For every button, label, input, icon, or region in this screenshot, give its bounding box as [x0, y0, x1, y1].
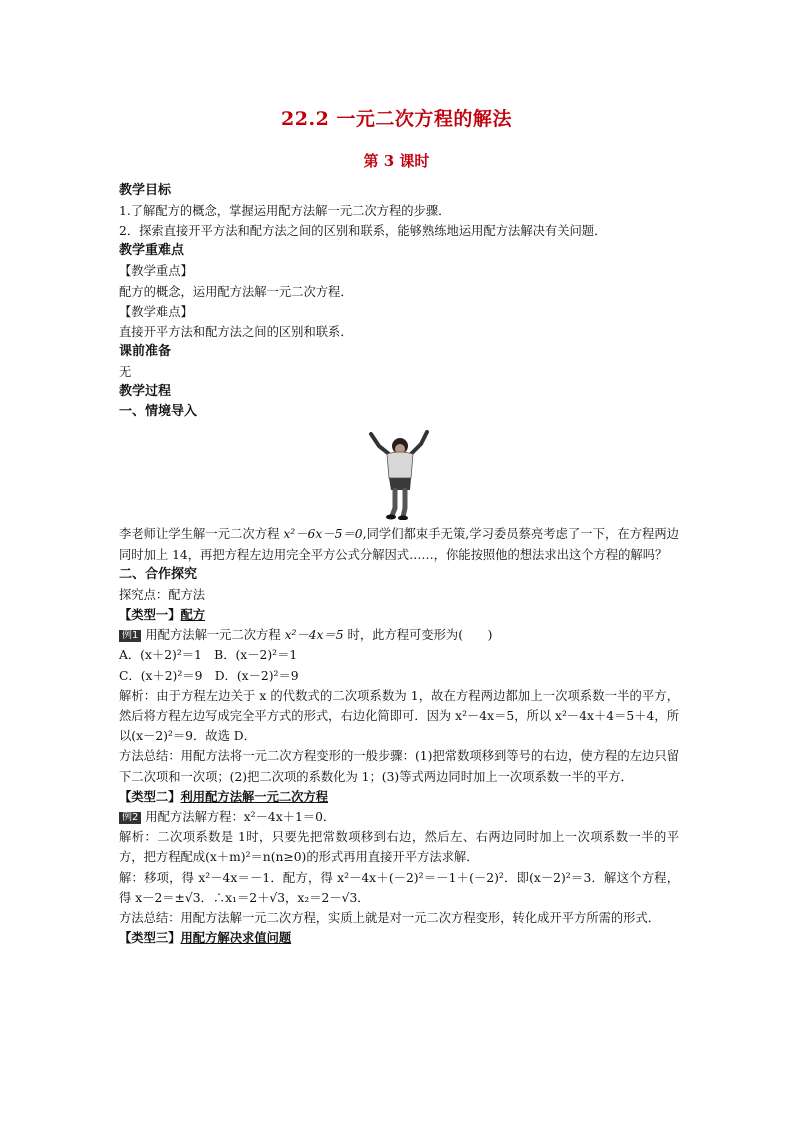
options-cd: C．(x＋2)²＝9 D．(x－2)²＝9: [119, 668, 299, 683]
focus-label: 【教学重点】: [119, 264, 193, 279]
keypoints-heading: 教学重难点: [119, 243, 185, 259]
difficulty-text: 直接开平方法和配方法之间的区别和联系．: [119, 325, 353, 340]
example-2: 例2 用配方法解方程：x²－4x＋1＝0．: [119, 807, 679, 827]
page-subtitle: 第 3 课时: [363, 152, 430, 170]
intro-figure: [119, 422, 679, 524]
difficulty-label: 【教学难点】: [119, 304, 193, 319]
analysis-1: 解析：由于方程左边关于 x 的代数式的二次项系数为 1，故在方程两边都加上一次项系数一半的平方，然后将方程左边写成完全平方式的形式，右边化简即可．因为 x²－4x＝5，所以 x²－4x＋4＝5＋4，所以(x－2)²＝9．故选 D．: [119, 688, 679, 744]
section-2-heading: 二、合作探究: [119, 566, 198, 582]
objectives-heading: 教学目标: [119, 183, 172, 198]
objective-item: 2．探索直接开平方法和配方法之间的区别和联系，能够熟练地运用配方法解决有关问题．: [119, 224, 607, 239]
summary-1: 方法总结：用配方法将一元二次方程变形的一般步骤：(1)把常数项移到等号的右边，使方程的左边只留下二次项和一次项；(2)把二次项的系数化为 1；(3)等式两边同时加上一次项系数一半的平方．: [119, 749, 679, 784]
analysis-2: 解析：二次项系数是 1时，只要先把常数项移到右边，然后左、右两边同时加上一次项系数一半的平方，把方程配成(x＋m)²＝n(n≥0)的形式再用直接开平方法求解．: [119, 830, 679, 865]
prep-text: 无: [119, 365, 132, 380]
focus-text: 配方的概念，运用配方法解一元二次方程．: [119, 284, 353, 299]
section-1-heading: 一、情境导入: [119, 404, 198, 420]
type3-heading: 【类型三】用配方解决求值问题: [119, 930, 292, 946]
document-body: [119, 181, 679, 948]
options-ab: A．(x＋2)²＝1 B．(x－2)²＝1: [119, 648, 298, 663]
objective-item: 1.了解配方的概念，掌握运用配方法解一元二次方程的步骤．: [119, 204, 451, 218]
prep-heading: 课前准备: [119, 344, 172, 360]
example-1: 例1 用配方法解一元二次方程 x²－4x＝5 时，此方程可变形为( ): [119, 625, 679, 645]
type2-heading: 【类型二】利用配方法解一元二次方程: [119, 788, 329, 804]
intro-paragraph: 李老师让学生解一元二次方程 x²－6x－5＝0,同学们都束手无策,学习委员蔡亮考虑了一下，在方程两边同时加上 14，再把方程左边用完全平方公式分解因式……，你能按照他的想法求出这个方程的解吗？: [119, 527, 679, 562]
example-tag: 例2: [119, 812, 141, 824]
example-tag: 例1: [119, 630, 141, 642]
jumping-child-image: [365, 428, 435, 520]
type1-heading: 【类型一】配方: [119, 607, 206, 623]
page-title: 22.2 一元二次方程的解法: [281, 108, 512, 130]
explore-point: 探究点：配方法: [119, 587, 206, 602]
process-heading: 教学过程: [119, 384, 172, 400]
solution-2: 解：移项，得 x²－4x＝－1．配方，得 x²－4x＋(－2)²＝－1＋(－2)²．即(x－2)²＝3．解这个方程，得 x－2＝±√3．∴x₁＝2＋√3，x₂＝2－√3．: [119, 870, 679, 905]
summary-2: 方法总结：用配方法解一元二次方程，实质上就是对一元二次方程变形，转化成开平方所需的形式．: [119, 911, 661, 926]
